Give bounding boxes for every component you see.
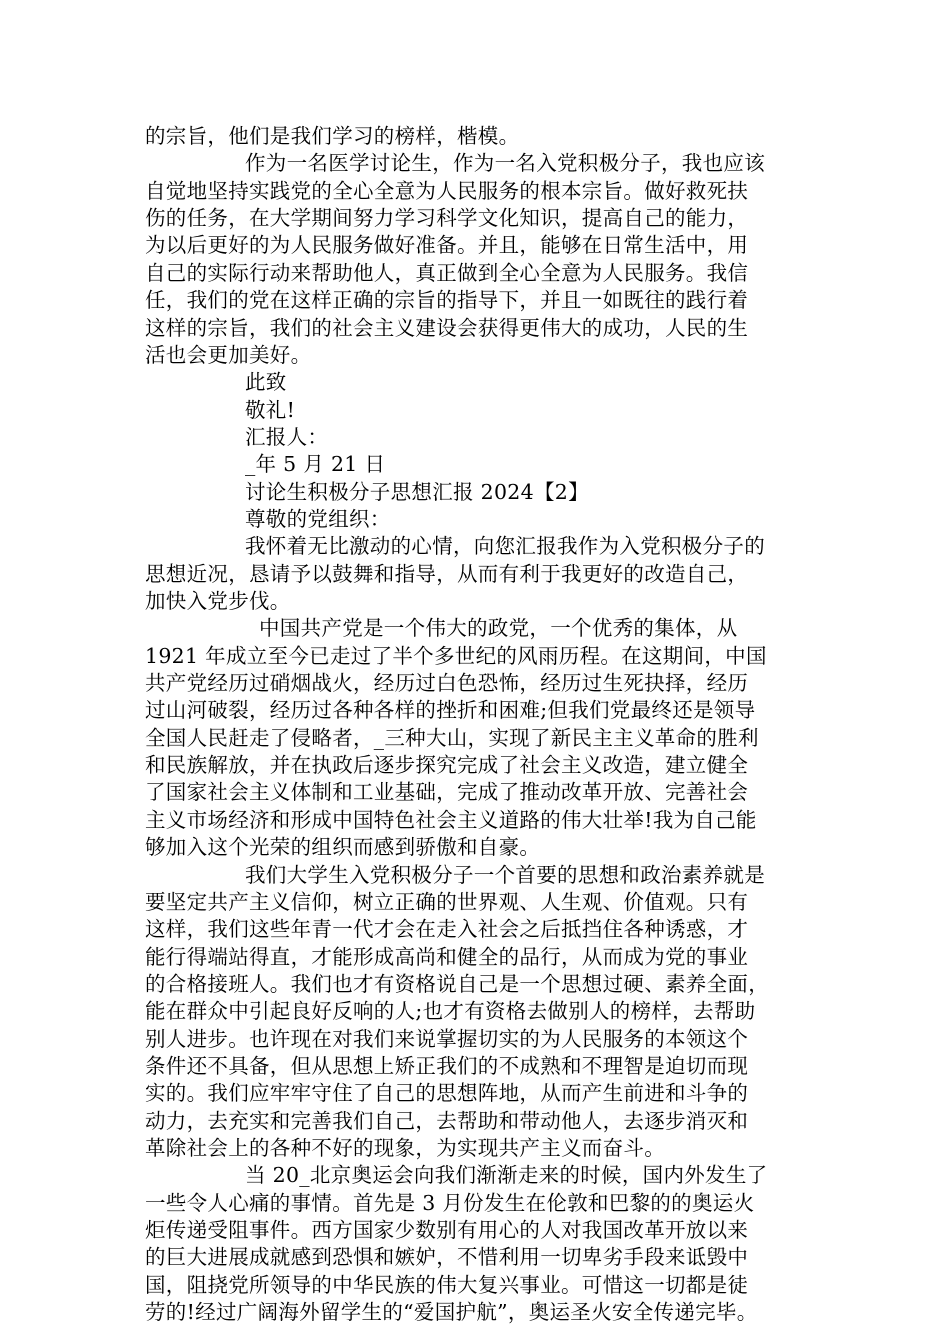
text-line: 尊敬的党组织：	[245, 506, 391, 531]
text-line: 别人进步。也许现在对我们来说掌握切实的为人民服务的本领这个	[145, 1026, 749, 1051]
text-line: 我怀着无比激动的心情，向您汇报我作为入党积极分子的	[245, 534, 765, 559]
text-line: 炬传递受阻事件。西方国家少数别有用心的人对我国改革开放以来	[145, 1218, 749, 1242]
text-line: 当 20_北京奥运会向我们渐渐走来的时候，国内外发生了	[245, 1163, 768, 1188]
text-line: 全国人民赶走了侵略者，_三种大山，实现了新民主主义革命的胜利	[145, 725, 759, 750]
text-line: 的巨大进展成就感到恐惧和嫉妒，不惜利用一切卑劣手段来诋毁中	[145, 1245, 749, 1270]
text-line: 这样的宗旨，我们的社会主义建设会获得更伟大的成功，人民的生	[145, 315, 749, 340]
text-line: 劳的!经过广阔海外留学生的“爱国护航”，奥运圣火安全传递完毕。	[145, 1300, 758, 1324]
text-line: 自觉地坚持实践党的全心全意为人民服务的根本宗旨。做好救死扶	[145, 178, 749, 203]
text-line: 够加入这个光荣的组织而感到骄傲和自豪。	[145, 835, 541, 860]
text-line: 这样，我们这些年青一代才会在走入社会之后抵挡住各种诱惑，才	[145, 917, 749, 942]
text-line: 过山河破裂，经历过各种各样的挫折和困难;但我们党最终还是领导	[145, 698, 756, 723]
text-line: _年 5 月 21 日	[245, 452, 386, 477]
text-line: 任，我们的党在这样正确的宗旨的指导下，并且一如既往的践行着	[145, 288, 749, 313]
text-line: 活也会更加美好。	[145, 342, 312, 367]
text-line: 的宗旨，他们是我们学习的榜样，楷模。	[145, 124, 520, 148]
text-line: 革除社会上的各种不好的现象，为实现共产主义而奋斗。	[145, 1136, 665, 1160]
text-line: 一些令人心痛的事情。首先是 3 月份发生在伦敦和巴黎的的奥运火	[145, 1190, 755, 1215]
text-line: 作为一名医学讨论生，作为一名入党积极分子，我也应该	[245, 151, 765, 176]
text-line: 自己的实际行动来帮助他人，真正做到全心全意为人民服务。我信	[145, 260, 749, 285]
text-line: 共产党经历过硝烟战火，经历过白色恐怖，经历过生死抉择，经历	[145, 671, 749, 695]
text-line: 加快入党步伐。	[145, 589, 291, 613]
text-line: 伤的任务，在大学期间努力学习科学文化知识，提高自己的能力，	[145, 206, 749, 231]
text-line: 条件还不具备，但从思想上矫正我们的不成熟和不理智是迫切而现	[145, 1053, 749, 1078]
text-line: 我们大学生入党积极分子一个首要的思想和政治素养就是	[245, 862, 765, 887]
text-line: 的合格接班人。我们也才有资格说自己是一个思想过硬、素养全面，	[145, 971, 769, 996]
text-line: 动力，去充实和完善我们自己，去帮助和带动他人，去逐步消灭和	[145, 1108, 749, 1133]
text-line: 了国家社会主义体制和工业基础，完成了推动改革开放、完善社会	[145, 780, 749, 805]
text-line: 能行得端站得直，才能形成高尚和健全的品行，从而成为党的事业	[145, 944, 749, 969]
text-line: 能在群众中引起良好反响的人;也才有资格去做别人的榜样，去帮助	[145, 999, 756, 1024]
text-line: 思想近况，恳请予以鼓舞和指导，从而有利于我更好的改造自己，	[145, 561, 749, 586]
text-line: 1921 年成立至今已走过了半个多世纪的风雨历程。在这期间，中国	[145, 643, 767, 668]
text-line: 要坚定共产主义信仰，树立正确的世界观、人生观、价值观。只有	[145, 889, 749, 914]
text-line: 中国共产党是一个伟大的政党，一个优秀的集体，从	[259, 616, 738, 641]
text-line: 和民族解放，并在执政后逐步探究完成了社会主义改造，建立健全	[145, 753, 749, 778]
text-line: 为以后更好的为人民服务做好准备。并且，能够在日常生活中，用	[145, 233, 749, 258]
text-line: 讨论生积极分子思想汇报 2024【2】	[245, 479, 589, 504]
text-line: 汇报人：	[245, 424, 329, 449]
text-line: 敬礼!	[245, 397, 296, 422]
text-line: 实的。我们应牢牢守住了自己的思想阵地，从而产生前进和斗争的	[145, 1081, 749, 1106]
text-line: 主义市场经济和形成中国特色社会主义道路的伟大壮举!我为自己能	[145, 807, 757, 832]
text-line: 此致	[245, 370, 287, 395]
text-line: 国，阻挠党所领导的中华民族的伟大复兴事业。可惜这一切都是徒	[145, 1272, 749, 1297]
